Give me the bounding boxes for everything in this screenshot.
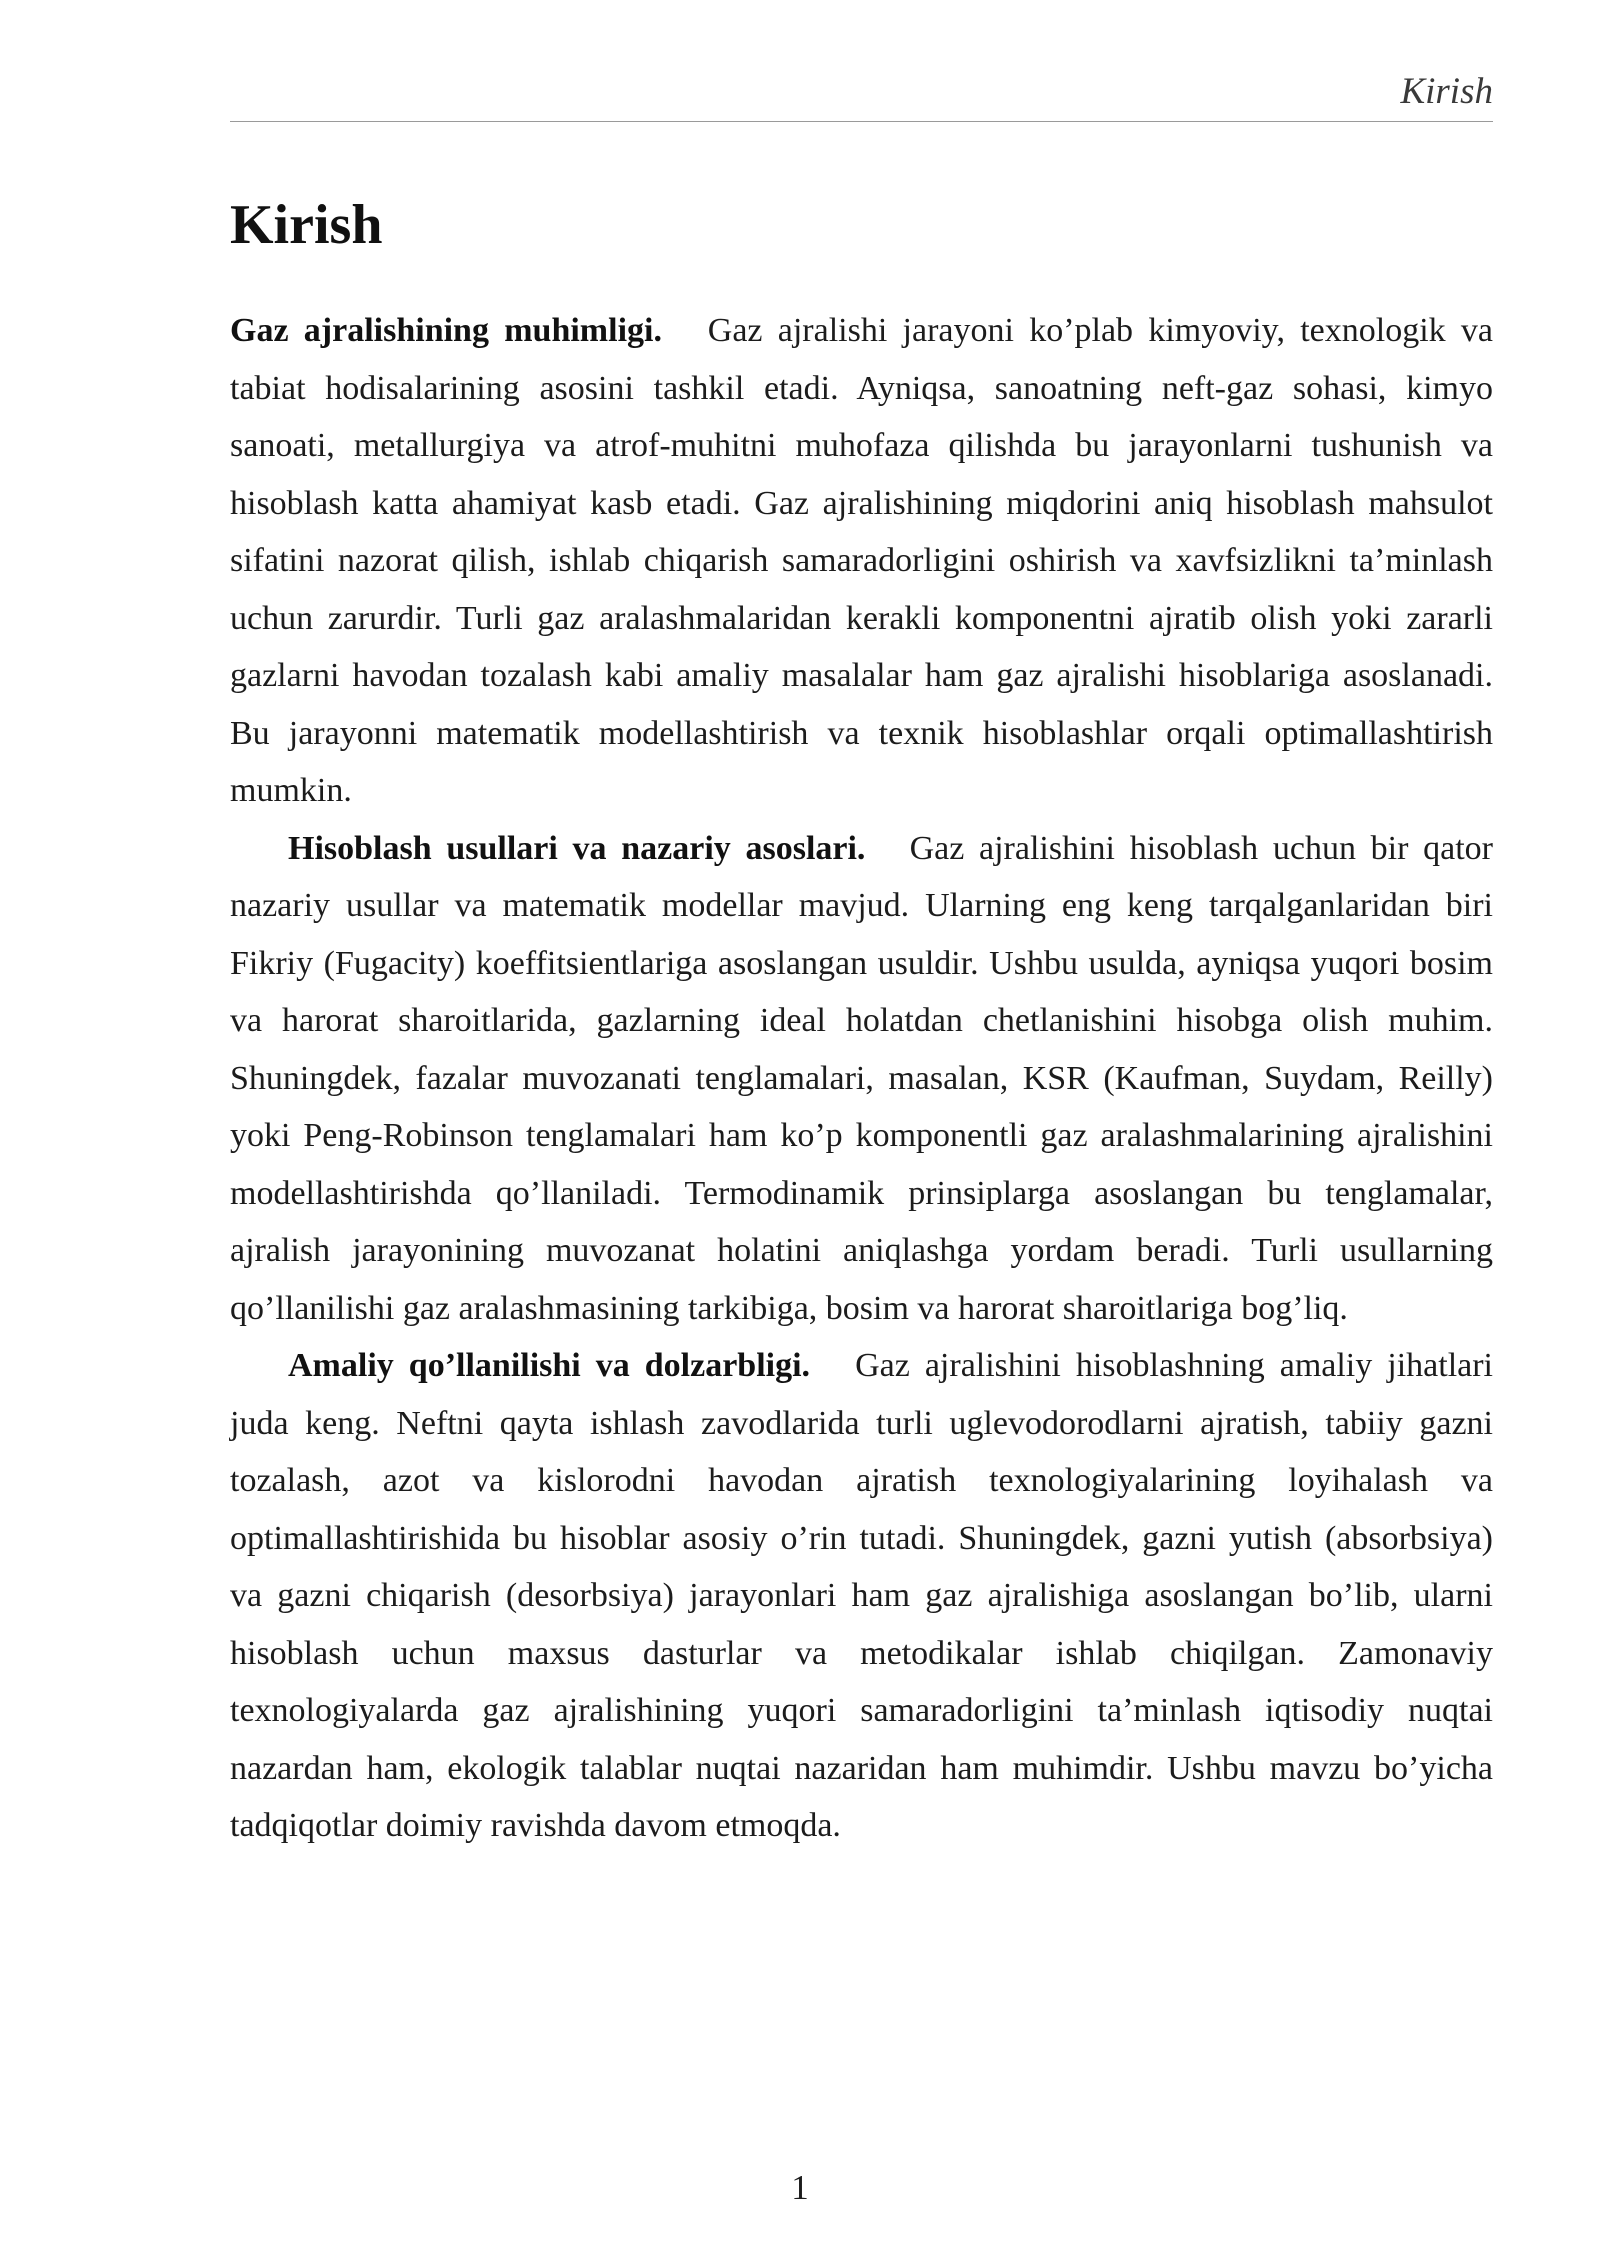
paragraph-lead: Gaz ajralishining muhimligi. xyxy=(230,312,693,349)
chapter-title: Kirish xyxy=(230,194,383,256)
paragraph-text: Gaz ajralishi jarayoni ko’plab kimyoviy, texnologik va tabiat hodisalarining asosini tashkil etadi. Ayniqsa, sanoatning neft-gaz sohasi, kimyo sanoati, metallurgiya va atrof-muhitni muhofaza qilishda bu jarayonlarni tushunish va hisoblash katta ahamiyat kasb etadi. Gaz ajralishining miqdorini aniq hisoblash mahsulot sifatini nazorat qilish, ishlab chiqarish samaradorligini oshirish va xavfsizlikni ta’minlash uchun zarurdir. Turli gaz aralashmalaridan kerakli komponentni ajratib olish yoki zararli gazlarni havodan tozalash kabi amaliy masalalar ham gaz ajralishi hisoblariga asoslanadi. Bu jarayonni matematik modellashtirish va texnik hisoblashlar orqali optimallashtirish mumkin. xyxy=(230,312,1493,809)
paragraph-lead: Amaliy qo’llanilishi va dolzarbligi. xyxy=(288,1347,841,1384)
running-header-title: Kirish xyxy=(1400,71,1493,112)
paragraph-importance xyxy=(230,302,1493,820)
page-number: 1 xyxy=(791,2168,809,2207)
running-header xyxy=(230,70,1493,122)
paragraph-methods xyxy=(230,820,1493,1338)
paragraph-text: Gaz ajralishini hisoblashning amaliy jihatlari juda keng. Neftni qayta ishlash zavodlarida turli uglevodorodlarni ajratish, tabiiy gazni tozalash, azot va kislorodni havodan ajratish texnologiyalarining loyihalash va optimallashtirishida bu hisoblar asosiy o’rin tutadi. Shuningdek, gazni yutish (absorbsiya) va gazni chiqarish (desorbsiya) jarayonlari ham gaz ajralishiga asoslangan bo’lib, ularni hisoblash uchun maxsus dasturlar va metodikalar ishlab chiqilgan. Zamonaviy texnologiyalarda gaz ajralishining yuqori samaradorligini ta’minlash iqtisodiy nuqtai nazardan ham, ekologik talablar nuqtai nazaridan ham muhimdir. Ushbu mavzu bo’yicha tadqiqotlar doimiy ravishda davom etmoqda. xyxy=(230,1347,1493,1844)
paragraph-applications xyxy=(230,1337,1493,1855)
body-text xyxy=(230,302,1493,1855)
paragraph-text: Gaz ajralishini hisoblash uchun bir qator nazariy usullar va matematik modellar mavjud. Ularning eng keng tarqalganlaridan biri Fikriy (Fugacity) koeffitsientlariga asoslangan usuldir. Ushbu usulda, ayniqsa yuqori bosim va harorat sharoitlarida, gazlarning ideal holatdan chetlanishini hisobga olish muhim. Shuningdek, fazalar muvozanati tenglamalari, masalan, KSR (Kaufman, Suydam, Reilly) yoki Peng-Robinson tenglamalari ham ko’p komponentli gaz aralashmalarining ajralishini modellashtirishda qo’llaniladi. Termodinamik prinsiplarga asoslangan bu tenglamalar, ajralish jarayonining muvozanat holatini aniqlashga yordam beradi. Turli usullarning qo’llanilishi gaz aralashmasining tarkibiga, bosim va harorat sharoitlariga bog’liq. xyxy=(230,829,1493,1327)
paragraph-lead: Hisoblash usullari va nazariy asoslari. xyxy=(288,829,895,867)
